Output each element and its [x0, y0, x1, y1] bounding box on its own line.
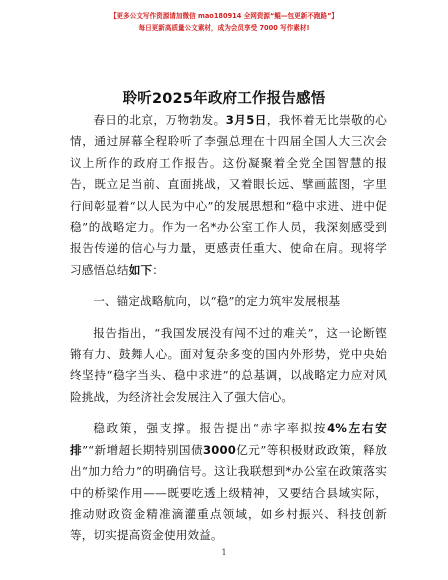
- intro-text-a: 春日的北京，万物勃发。: [93, 113, 226, 127]
- intro-text-e: ：: [152, 262, 164, 277]
- intro-text-d: 如下: [128, 262, 153, 277]
- paragraph-intro: [70, 110, 387, 281]
- intro-text-c: ，我怀着无比崇敬的心情，通过屏幕全程聆听了李强总理在十四届全国人大三次会议上所作的政府工作报告。这份凝聚着全党全国智慧的报告，既立足当前、直面挑战，又着眼长远、擘画蓝图，字里行间彰显着“以人民为中心”的发展思想和“稳中求进、进中促稳”的战略定力。作为一名*办公室工作人员，我深刻感受到报告传递的信心与力量，更感责任重大、使命在肩。现将学习感悟总结: [70, 113, 388, 277]
- p3-text-c: ”“新增超长期特别国债: [82, 442, 204, 457]
- document-body: [70, 110, 387, 547]
- promo-banner: [0, 10, 448, 34]
- paragraph-2: 报告指出，“我国发展没有闯不过的难关”，这一论断铿锵有力、鼓舞人心。面对复杂多变的国内外形势，党中央始终坚持“稳字当头、稳中求进”的总基调，以战略定力应对风险挑战，为经济社会发展注入了强大信心。: [70, 325, 387, 404]
- banner-line-1: 【更多公文写作资源请加微信 mao180914 全网资源“鲲—包更新不跑路”】: [109, 12, 339, 20]
- banner-line-2: 每日更新高质量公文素材，成为会员享受 7000 写作素材!: [138, 24, 310, 32]
- p3-text-e: 亿元”等积极财政政策，释放出“加力给力”的明确信号。这让我联想到*办公室在政策落实中的桥梁作用——既要吃透上级精神，又要结合县域实际，推动财政资金精准滴灌重点领域，如乡村振兴、科技创新等，切实提高资金使用效益。: [70, 442, 387, 543]
- p3-deficit: 4%左右安排: [70, 421, 387, 457]
- paragraph-3: [70, 418, 387, 546]
- p3-bond-amount: 3000: [203, 442, 236, 457]
- p3-text-a: 稳政策，强支撑。报告提出“赤字率拟按: [93, 421, 328, 436]
- section-heading-1: 一、锚定战略航向，以“稳”的定力筑牢发展根基: [93, 294, 341, 309]
- document-title: 聆听2025年政府工作报告感悟: [122, 91, 326, 107]
- page-number: 1: [221, 548, 227, 557]
- intro-date: 3月5日: [225, 113, 267, 127]
